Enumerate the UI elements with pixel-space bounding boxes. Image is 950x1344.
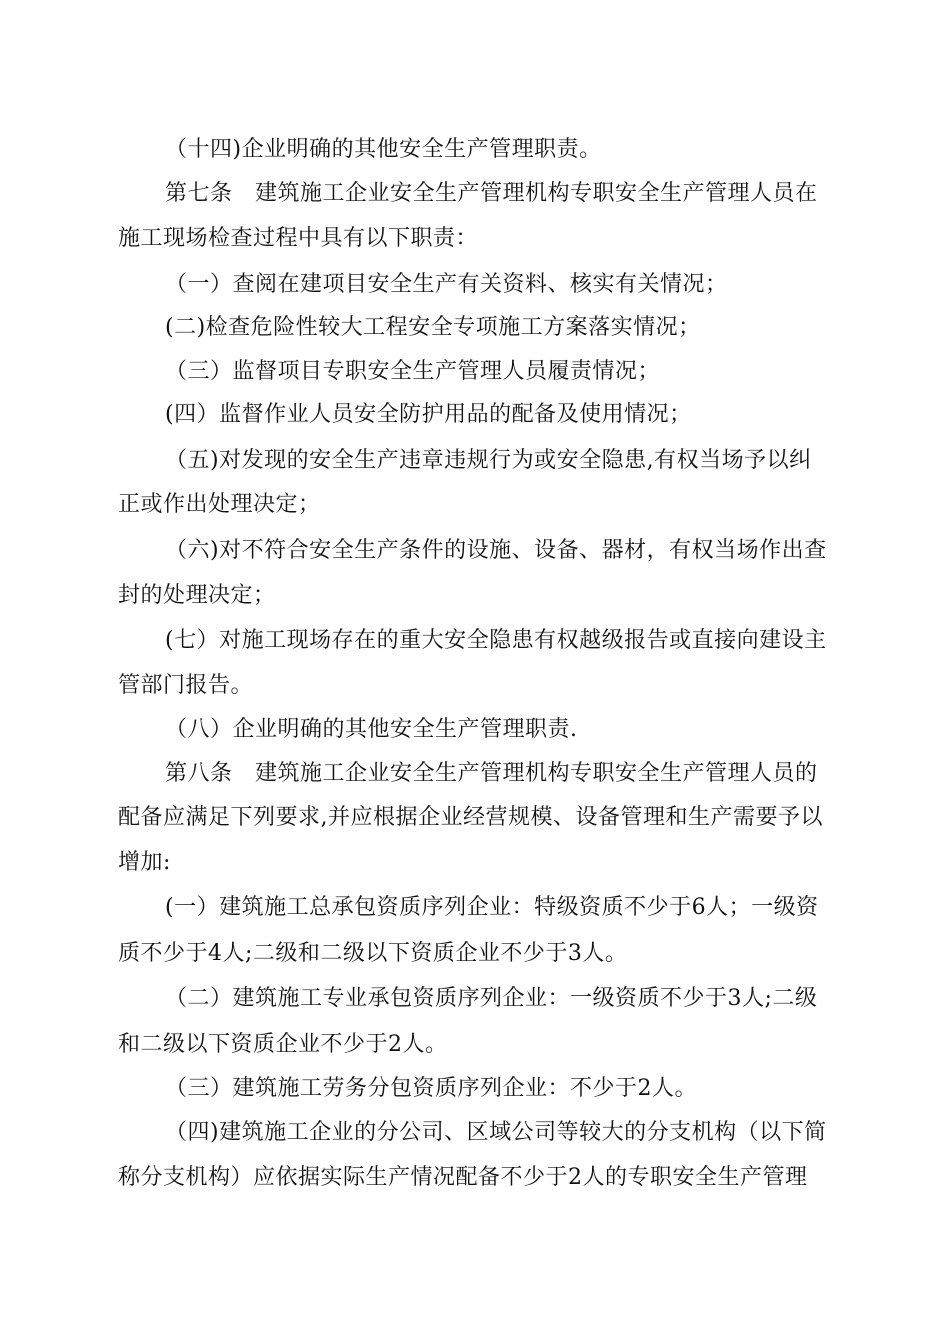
text-line: 配备应满足下列要求,并应根据企业经营规模、设备管理和生产需要予以 (118, 805, 823, 830)
text-line: （四)建筑施工企业的分公司、区域公司等较大的分支机构（以下简 (165, 1120, 827, 1145)
text-line: （三）监督项目专职安全生产管理人员履责情况； (165, 359, 661, 384)
text-line: (七）对施工现场存在的重大安全隐患有权越级报告或直接向建设主 (165, 628, 827, 653)
text-line: （五)对发现的安全生产违章违规行为或安全隐患,有权当场予以纠 (165, 448, 812, 473)
text-line: （三）建筑施工劳务分包资质序列企业：不少于2人。 (165, 1076, 697, 1101)
text-line: 和二级以下资质企业不少于2人。 (118, 1032, 448, 1057)
text-line: 封的处理决定； (118, 583, 276, 608)
text-line: 管部门报告。 (118, 673, 254, 698)
text-line: 施工现场检查过程中具有以下职责： (118, 226, 479, 251)
text-line: (四）监督作业人员安全防护用品的配备及使用情况； (165, 402, 692, 427)
text-line: （八）企业明确的其他安全生产管理职责. (165, 717, 578, 742)
text-line: （一）查阅在建项目安全生产有关资料、核实有关情况； (165, 272, 728, 297)
text-line: 称分支机构）应依据实际生产情况配备不少于2人的专职安全生产管理 (118, 1165, 808, 1190)
text-line: (二)检查危险性较大工程安全专项施工方案落实情况； (165, 315, 701, 340)
text-line: (一）建筑施工总承包资质序列企业：特级资质不少于6人；一级资 (165, 895, 819, 920)
text-line: 增加: (118, 850, 171, 875)
text-line: 质不少于4人;二级和二级以下资质企业不少于3人。 (118, 941, 628, 966)
text-line: 第七条 建筑施工企业安全生产管理机构专职安全生产管理人员在 (165, 181, 818, 206)
text-line: 第八条 建筑施工企业安全生产管理机构专职安全生产管理人员的 (165, 761, 818, 786)
text-line: （六)对不符合安全生产条件的设施、设备、器材，有权当场作出查 (165, 538, 827, 563)
text-line: （十四)企业明确的其他安全生产管理职责。 (165, 137, 602, 162)
text-line: 正或作出处理决定； (118, 492, 321, 517)
text-line: （二）建筑施工专业承包资质序列企业：一级资质不少于3人;二级 (165, 986, 818, 1011)
